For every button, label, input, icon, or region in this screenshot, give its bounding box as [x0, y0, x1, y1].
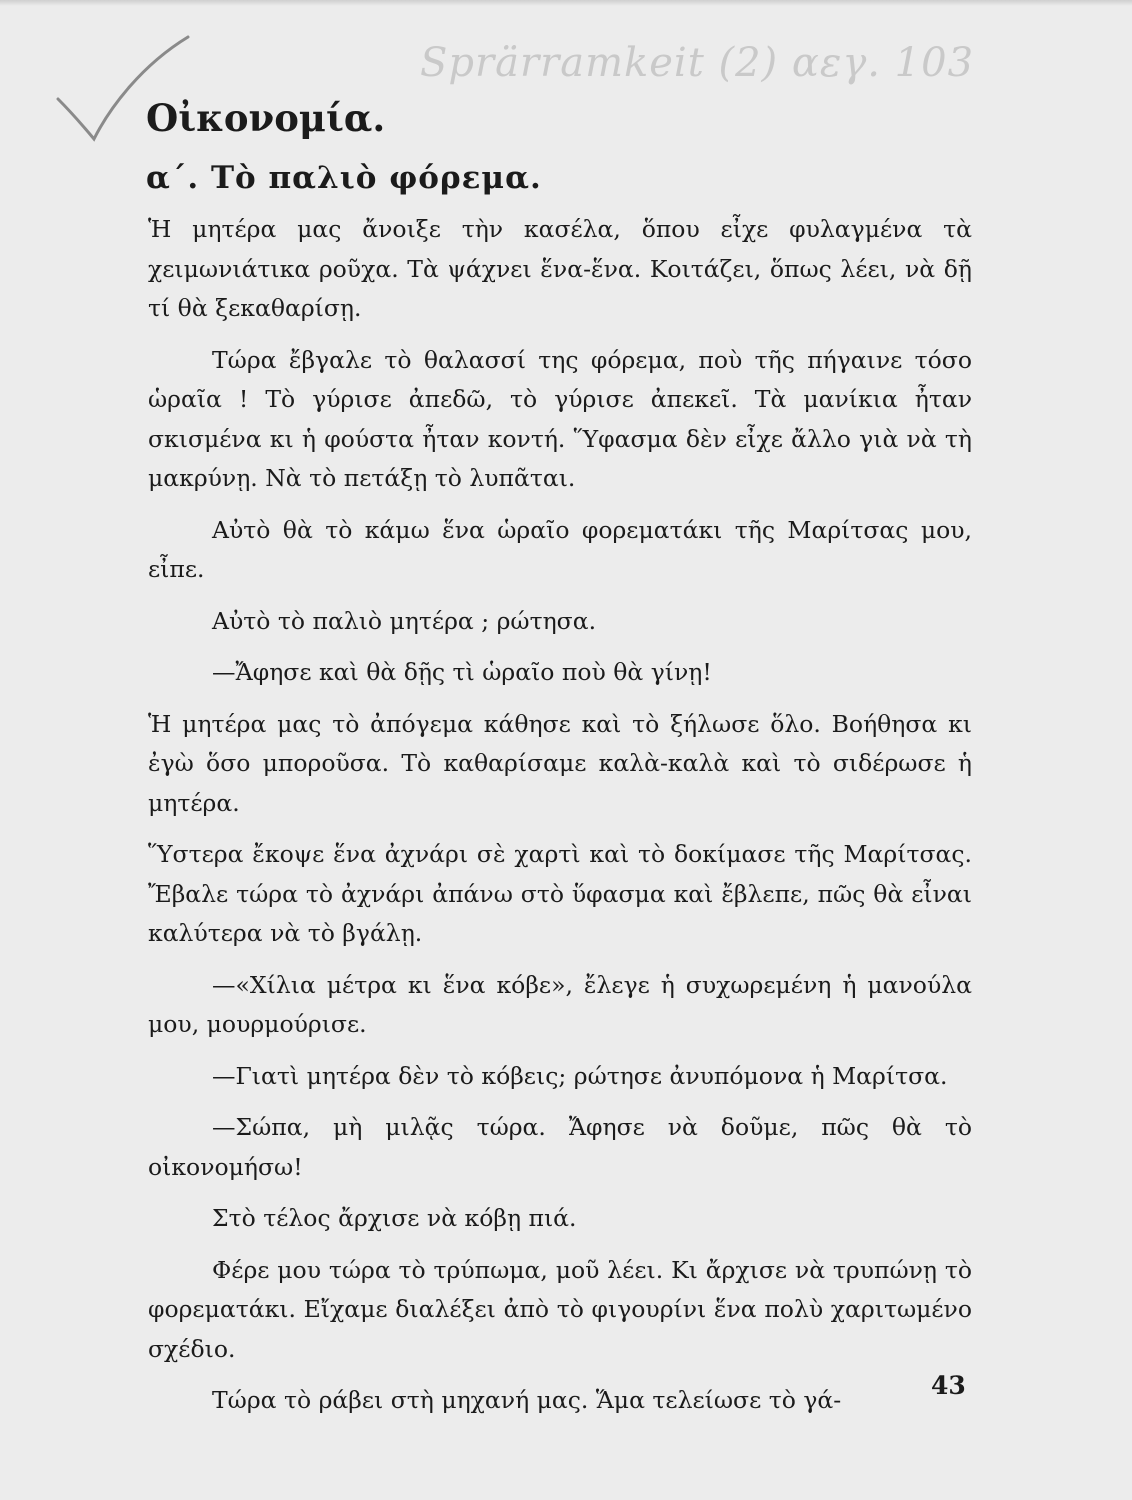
paragraph: Ἡ μητέρα μας ἄνοιξε τὴν κασέλα, ὅπου εἶχε φυλαγμένα τὰ χειμωνιάτικα ροῦχα. Τὰ ψάχνει ἕνα-ἕνα. Κοιτάζει, ὅπως λέει, νὰ δῇ τί θὰ ξεκαθαρίσῃ. — [148, 215, 972, 322]
chapter-title: Οἰκονομία. — [146, 96, 386, 140]
paragraph: Αὐτὸ θὰ τὸ κάμω ἕνα ὡραῖο φορεματάκι τῆς Μαρίτσας μου, εἶπε. — [148, 515, 972, 583]
page-top-edge — [0, 0, 1132, 6]
paragraph: Ὕστερα ἔκοψε ἕνα ἀχνάρι σὲ χαρτὶ καὶ τὸ δοκίμασε τῆς Μαρίτσας. Ἔβαλε τώρα τὸ ἀχνάρι ἀπάνω στὸ ὕφασμα καὶ ἔβλεπε, πῶς θὰ εἶναι καλύτερα νὰ τὸ βγάλῃ. — [148, 840, 972, 947]
paragraph: Στὸ τέλος ἄρχισε νὰ κόβῃ πιά. — [212, 1204, 577, 1232]
paragraph: Τώρα τὸ ράβει στὴ μηχανή μας. Ἅμα τελείωσε τὸ γά- — [212, 1386, 842, 1414]
paragraph: Ἡ μητέρα μας τὸ ἀπόγεμα κάθησε καὶ τὸ ξήλωσε ὅλο. Βοήθησα κι ἐγὼ ὅσο μποροῦσα. Τὸ καθαρίσαμε καλὰ-καλὰ καὶ τὸ σιδέρωσε ἡ μητέρα. — [148, 709, 972, 817]
paragraph: —Ἄφησε καὶ θὰ δῇς τὶ ὡραῖο ποὺ θὰ γίνῃ! — [212, 658, 712, 686]
section-title: α΄. Τὸ παλιὸ φόρεμα. — [146, 160, 542, 196]
paragraph: —«Χίλια μέτρα κι ἕνα κόβε», ἔλεγε ἡ συχωρεμένη ἡ μανούλα μου, μουρμούρισε. — [148, 970, 972, 1038]
paragraph: —Σώπα, μὴ μιλᾷς τώρα. Ἄφησε νὰ δοῦμε, πῶς θὰ τὸ οἰκονομήσω! — [148, 1113, 972, 1181]
paragraph: Αὐτὸ τὸ παλιὸ μητέρα ; ρώτησα. — [212, 606, 597, 635]
paragraph: —Γιατὶ μητέρα δὲν τὸ κόβεις; ρώτησε ἀνυπόμονα ἡ Μαρίτσα. — [212, 1061, 948, 1090]
body-text — [148, 210, 972, 1433]
page-number: 43 — [931, 1371, 966, 1400]
paragraph: Φέρε μου τώρα τὸ τρύπωμα, μοῦ λέει. Κι ἄρχισε νὰ τρυπώνῃ τὸ φορεματάκι. Εἴχαμε διαλέξει ἀπὸ τὸ φιγουρίνι ἕνα πολὺ χαριτωμένο σχέδιο. — [148, 1255, 972, 1363]
paragraph: Τώρα ἔβγαλε τὸ θαλασσί της φόρεμα, ποὺ τῆς πήγαινε τόσο ὡραῖα ! Τὸ γύρισε ἀπεδῶ, τὸ γύρισε ἀπεκεῖ. Τὰ μανίκια ἦταν σκισμένα κι ἡ φούστα ἦταν κοντή. Ὕφασμα δὲν εἶχε ἄλλο γιὰ νὰ τὴ μακρύνῃ. Νὰ τὸ πετάξῃ τὸ λυπᾶται. — [148, 345, 972, 492]
pencil-margin-note: Sprärramkeit (2) αεγ. 103 — [420, 40, 975, 86]
